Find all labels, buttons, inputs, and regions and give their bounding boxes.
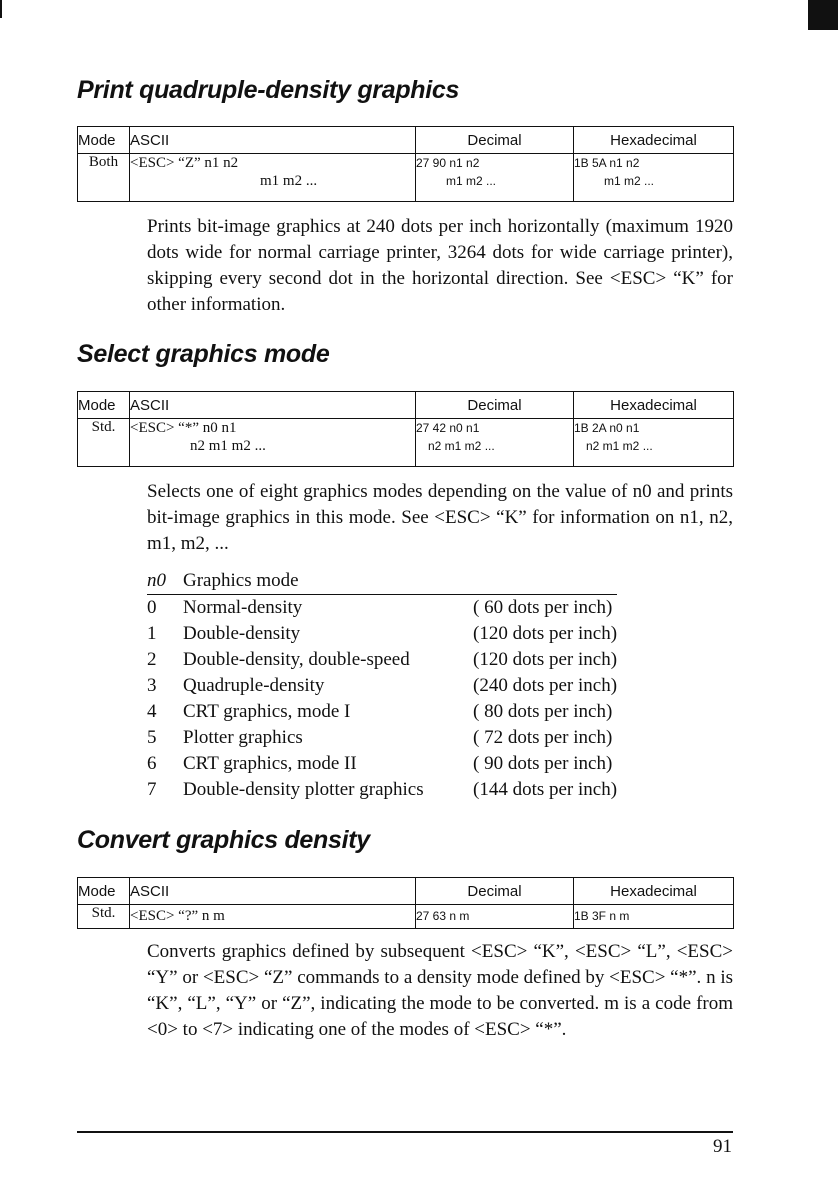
footer-rule	[77, 1131, 733, 1133]
header-mode: Mode	[78, 392, 130, 419]
ascii-line-1: <ESC> “*” n0 n1	[130, 420, 237, 436]
page-number: 91	[713, 1136, 732, 1157]
ascii-line-1: <ESC> “Z” n1 n2	[130, 155, 239, 171]
header-decimal: Decimal	[416, 392, 574, 419]
ascii-line-2: m1 m2 ...	[260, 173, 318, 189]
mode-row: 3 Quadruple-density (240 dots per inch)	[147, 675, 618, 696]
scan-corner-mark	[808, 0, 838, 30]
mode-row: 5 Plotter graphics ( 72 dots per inch)	[147, 727, 613, 748]
mode-row: 1 Double-density (120 dots per inch)	[147, 623, 618, 644]
ascii-line-2: n2 m1 m2 ...	[190, 438, 266, 454]
section-body-quadruple-density: Prints bit-image graphics at 240 dots per inch horizontally (maximum 1920 dots wide for normal carriage printer, 3264 dots for wide carriage printer), skipping every second dot in the horizontal direction. See <ESC> “K” for other information.	[147, 216, 733, 315]
hex-cell	[574, 154, 734, 202]
hex-line-2: n2 m1 m2 ...	[586, 439, 653, 453]
section-title-select-graphics-mode: Select graphics mode	[77, 340, 330, 368]
decimal-line-1: 27 42 n0 n1	[416, 421, 480, 435]
ascii-cell: <ESC> “?” n m	[130, 905, 416, 929]
header-mode: Mode	[78, 878, 130, 905]
modes-header-n0: n0	[147, 568, 183, 595]
header-mode: Mode	[78, 127, 130, 154]
section-body-select-graphics-mode: Selects one of eight graphics modes depending on the value of n0 and prints bit-image graphics in this mode. See <ESC> “K” for information on n1, n2, m1, m2, ...	[147, 481, 733, 554]
section-title-convert-graphics-density: Convert graphics density	[77, 826, 370, 854]
graphics-modes-table	[147, 568, 617, 803]
modes-header-graphics-mode: Graphics mode	[183, 568, 473, 595]
mode-row: 4 CRT graphics, mode I ( 80 dots per inch)	[147, 701, 613, 722]
header-hexadecimal: Hexadecimal	[574, 878, 734, 905]
command-table-quadruple-density	[77, 126, 734, 202]
ascii-cell	[130, 419, 416, 467]
header-ascii: ASCII	[130, 392, 416, 419]
mode-cell: Std.	[78, 905, 130, 929]
hex-line-1: 1B 5A n1 n2	[574, 156, 640, 170]
scan-edge-line	[0, 0, 2, 18]
decimal-line-2: m1 m2 ...	[446, 174, 497, 188]
hex-line-2: m1 m2 ...	[604, 174, 655, 188]
mode-row: 7 Double-density plotter graphics (144 dots per inch)	[147, 779, 618, 800]
command-table-convert-graphics-density	[77, 877, 734, 929]
header-ascii: ASCII	[130, 878, 416, 905]
hex-line-1: 1B 2A n0 n1	[574, 421, 640, 435]
header-decimal: Decimal	[416, 127, 574, 154]
decimal-line-2: n2 m1 m2 ...	[428, 439, 495, 453]
header-ascii: ASCII	[130, 127, 416, 154]
section-title-quadruple-density: Print quadruple-density graphics	[77, 76, 460, 104]
decimal-cell: 27 63 n m	[416, 905, 574, 929]
header-hexadecimal: Hexadecimal	[574, 392, 734, 419]
mode-row: 0 Normal-density ( 60 dots per inch)	[147, 597, 613, 618]
decimal-line-1: 27 90 n1 n2	[416, 156, 480, 170]
mode-cell: Both	[78, 154, 130, 202]
mode-cell: Std.	[78, 419, 130, 467]
decimal-cell	[416, 419, 574, 467]
command-table-select-graphics-mode	[77, 391, 734, 467]
ascii-cell	[130, 154, 416, 202]
modes-header-density	[473, 568, 617, 595]
hex-cell	[574, 419, 734, 467]
mode-row: 2 Double-density, double-speed (120 dots per inch)	[147, 649, 618, 670]
mode-row: 6 CRT graphics, mode II ( 90 dots per inch)	[147, 753, 613, 774]
decimal-cell	[416, 154, 574, 202]
section-body-convert-graphics-density: Converts graphics defined by subsequent <ESC> “K”, <ESC> “L”, <ESC> “Y” or <ESC> “Z” commands to a density mode defined by <ESC> “*”. n is “K”, “L”, “Y” or “Z”, indicating the mode to be converted. m is a code from <0> to <7> indicating one of the modes of <ESC> “*”.	[147, 941, 733, 1040]
header-decimal: Decimal	[416, 878, 574, 905]
hex-cell: 1B 3F n m	[574, 905, 734, 929]
header-hexadecimal: Hexadecimal	[574, 127, 734, 154]
